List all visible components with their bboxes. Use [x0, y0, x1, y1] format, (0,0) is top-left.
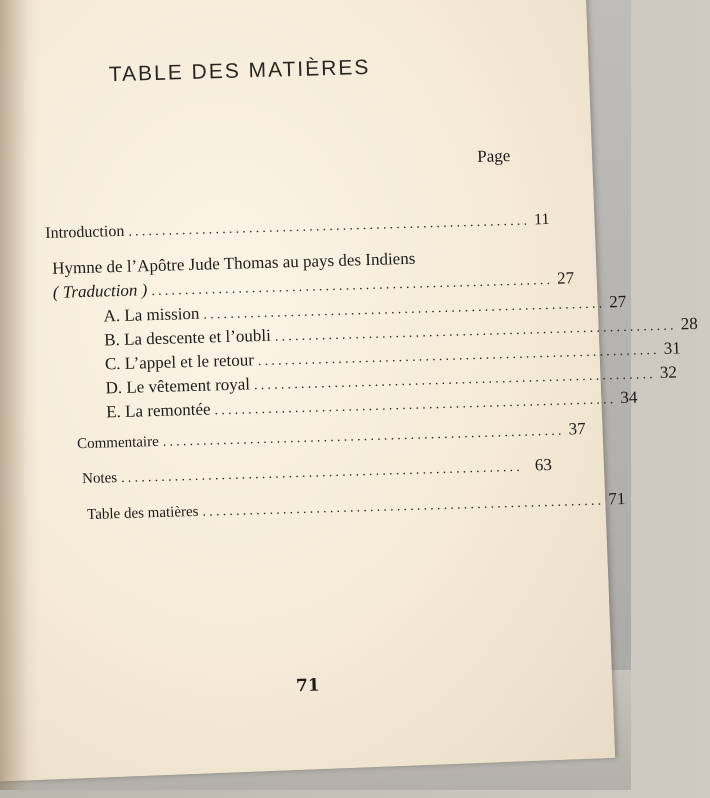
toc-entry-introduction — [45, 210, 550, 243]
entry-label: Introduction — [45, 222, 125, 243]
toc-entry-table-des-matieres — [86, 488, 626, 524]
toc-title: TABLE DES MATIÈRES — [108, 55, 371, 87]
entry-page-number: 34 — [620, 387, 638, 408]
dot-leader: ............................................................ — [151, 272, 554, 300]
entry-label: E. La remontée — [105, 399, 211, 422]
toc-entry-notes — [82, 455, 552, 488]
dot-leader: ............................................................ — [162, 423, 565, 450]
entry-page-number: 31 — [663, 338, 681, 358]
entry-label: Notes — [81, 470, 118, 488]
entry-page-number: 27 — [608, 291, 627, 312]
dot-leader: ............................................................ — [203, 296, 606, 323]
dot-leader: ............................................................ — [253, 367, 657, 394]
entry-label: B. La descente et l’oubli — [103, 325, 272, 350]
entry-page-number: 37 — [568, 419, 586, 439]
dot-leader: ............................................................ — [257, 342, 660, 370]
toc-entry-commentaire — [76, 419, 586, 453]
entry-label: ( Traduction ) — [52, 280, 148, 302]
dot-leader: ............................................................ — [214, 392, 617, 419]
dot-leader: ............................................................ — [274, 318, 677, 345]
entry-label: Hymne de l’Apôtre Jude Thomas au pays des Indiens — [51, 248, 416, 278]
dot-leader: ............................................................ — [128, 213, 531, 240]
entry-page-number: 63 — [534, 454, 553, 475]
entry-label: Table des matières — [86, 503, 199, 523]
entry-page-number: 71 — [608, 488, 626, 509]
entry-page-number: 28 — [680, 313, 698, 334]
entry-page-number: 11 — [533, 210, 550, 229]
page-column-header: Page — [477, 146, 511, 166]
dot-leader: ............................................................ — [120, 459, 524, 487]
entry-label: C. L’appel et le retour — [104, 350, 255, 374]
dot-leader: ............................................................ — [202, 493, 605, 520]
entry-label: D. Le vêtement royal — [105, 374, 251, 398]
entry-label: Commentaire — [76, 433, 159, 453]
entry-page-number: 27 — [556, 268, 575, 288]
entry-page-number: 32 — [659, 362, 678, 382]
entry-label: A. La mission — [103, 303, 200, 326]
page-folio-number: 71 — [295, 675, 320, 697]
